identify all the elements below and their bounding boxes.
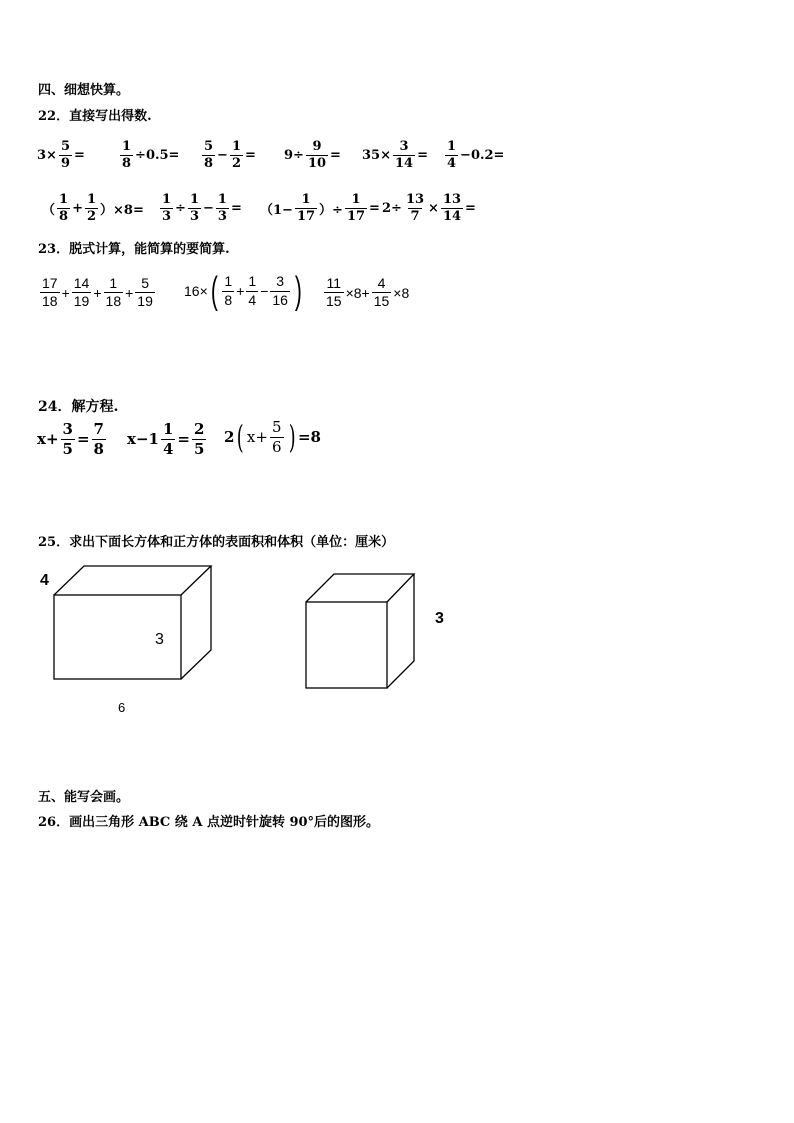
fraction: $\frac{17}{18}$ (42, 275, 58, 310)
q22-expr-6 (443, 140, 504, 172)
cube-figure (306, 574, 414, 688)
variable: x−1 (127, 430, 159, 448)
cuboid-height-label: 3 (155, 631, 164, 648)
operator: + (61, 284, 70, 301)
operator: + (125, 284, 134, 301)
fraction: $\frac{13}{7}$ (405, 192, 425, 225)
fraction: $\frac{1}{3}$ (217, 192, 227, 225)
operand: −0.2= (460, 148, 505, 164)
cube-front-face (306, 602, 387, 688)
fraction: $\frac{1}{4}$ (162, 420, 174, 458)
operand: ×8+ (345, 284, 370, 301)
fraction: $\frac{3}{16}$ (272, 273, 288, 308)
fraction: $\frac{2}{5}$ (193, 420, 205, 458)
q22-expr-8 (158, 193, 242, 225)
operator: × (380, 148, 391, 164)
fraction: $\frac{14}{19}$ (73, 275, 90, 310)
equals: = (177, 430, 190, 448)
fraction: $\frac{1}{17}$ (346, 192, 366, 225)
fraction: $\frac{1}{2}$ (231, 139, 241, 172)
q23-expr-1 (38, 276, 157, 310)
cube-top-face (306, 574, 414, 602)
q24-title: 24．解方程. (38, 399, 119, 415)
operand: ×8 (393, 284, 410, 301)
q22-expr-3 (200, 140, 256, 172)
q26-title: 26．画出三角形 ABC 绕 A 点逆时针旋转 90°后的图形。 (38, 815, 380, 830)
equals: = (330, 148, 341, 164)
q22-expr-2 (118, 140, 179, 172)
equals: = (230, 201, 242, 217)
equals: = (417, 148, 428, 164)
fraction: $\frac{5}{9}$ (60, 139, 70, 172)
fraction: $\frac{1}{8}$ (59, 192, 69, 225)
section-4-title: 四、细想快算。 (38, 83, 130, 98)
cuboid-top-face (54, 566, 211, 595)
section-5-title: 五、能写会画。 (38, 790, 130, 805)
operator: × (428, 201, 439, 217)
fraction: $\frac{1}{3}$ (162, 192, 172, 225)
q23-expr-3 (322, 276, 409, 310)
q22-expr-9 (260, 193, 380, 225)
cuboid-width-label: 6 (118, 700, 126, 715)
operator: + (72, 201, 83, 217)
q23-title: 23．脱式计算，能简算的要简算. (38, 242, 230, 257)
equals: = (369, 201, 380, 217)
solids-figure (0, 560, 794, 730)
fraction: $\frac{9}{10}$ (307, 139, 327, 172)
q23-expr-2 (184, 272, 305, 310)
fraction: $\frac{3}{5}$ (62, 420, 73, 458)
operator: + (93, 284, 102, 301)
cube-side-face (387, 574, 414, 688)
right-paren: ) (288, 418, 296, 456)
fraction: $\frac{7}{8}$ (93, 420, 104, 458)
q24-equation-1 (37, 421, 108, 457)
q22-title: 22．直接写出得数. (38, 109, 152, 124)
right-paren: ) (294, 270, 302, 312)
paren: （1− (260, 203, 293, 219)
paren: （ (42, 203, 56, 219)
operator: × (46, 148, 57, 164)
variable: x+ (37, 430, 59, 448)
cuboid-figure (54, 566, 211, 679)
fraction: $\frac{5}{19}$ (137, 275, 153, 310)
q24-equation-2 (127, 421, 208, 457)
fraction: $\frac{11}{15}$ (326, 275, 342, 310)
operator: − (217, 148, 228, 164)
q22-expr-10 (382, 193, 476, 225)
fraction: $\frac{1}{8}$ (224, 273, 233, 308)
operator: ）÷ (319, 203, 343, 219)
left-paren: ( (210, 270, 218, 312)
cuboid-depth-label: 4 (40, 572, 49, 589)
fraction: $\frac{1}{3}$ (189, 192, 199, 225)
operand: 9 (284, 148, 294, 164)
fraction: $\frac{4}{15}$ (373, 275, 390, 310)
fraction: $\frac{1}{17}$ (296, 192, 316, 225)
fraction: $\frac{1}{18}$ (105, 275, 122, 310)
cuboid-side-face (181, 566, 211, 679)
q22-expr-1 (37, 140, 85, 172)
operator: − (203, 201, 214, 217)
left-paren: ( (237, 418, 245, 456)
q25-title: 25．求出下面长方体和正方体的表面积和体积（单位：厘米） (38, 535, 395, 550)
q24-equation-3 (224, 419, 321, 455)
operand: ）×8= (100, 203, 144, 219)
fraction: $\frac{5}{6}$ (271, 418, 282, 456)
q22-expr-5 (362, 140, 428, 172)
operand: 16× (184, 283, 208, 299)
equals: = (245, 148, 256, 164)
fraction: $\frac{5}{8}$ (204, 139, 214, 172)
equals: = (76, 430, 90, 448)
operand: 3 (37, 148, 47, 164)
fraction: $\frac{1}{4}$ (447, 139, 457, 172)
fraction: $\frac{1}{4}$ (248, 273, 257, 308)
fraction: $\frac{1}{2}$ (86, 192, 97, 225)
fraction: $\frac{1}{8}$ (122, 139, 132, 172)
operator: ÷ (175, 201, 186, 217)
equals: = (465, 201, 476, 217)
equals: =8 (297, 428, 321, 446)
operator: − (260, 283, 269, 299)
operand: 2÷ (382, 201, 402, 217)
equals: = (74, 148, 85, 164)
operand: 2 (224, 428, 235, 446)
q22-expr-4 (284, 140, 341, 172)
fraction: $\frac{3}{14}$ (395, 139, 414, 172)
fraction: $\frac{13}{14}$ (442, 192, 462, 225)
operator: ÷ (293, 148, 304, 164)
operator: + (236, 283, 245, 299)
operand: ÷0.5= (135, 148, 180, 164)
operand: 35 (362, 148, 381, 164)
cube-edge-label: 3 (435, 610, 444, 627)
q22-expr-7 (42, 193, 144, 225)
variable: x+ (246, 428, 268, 446)
